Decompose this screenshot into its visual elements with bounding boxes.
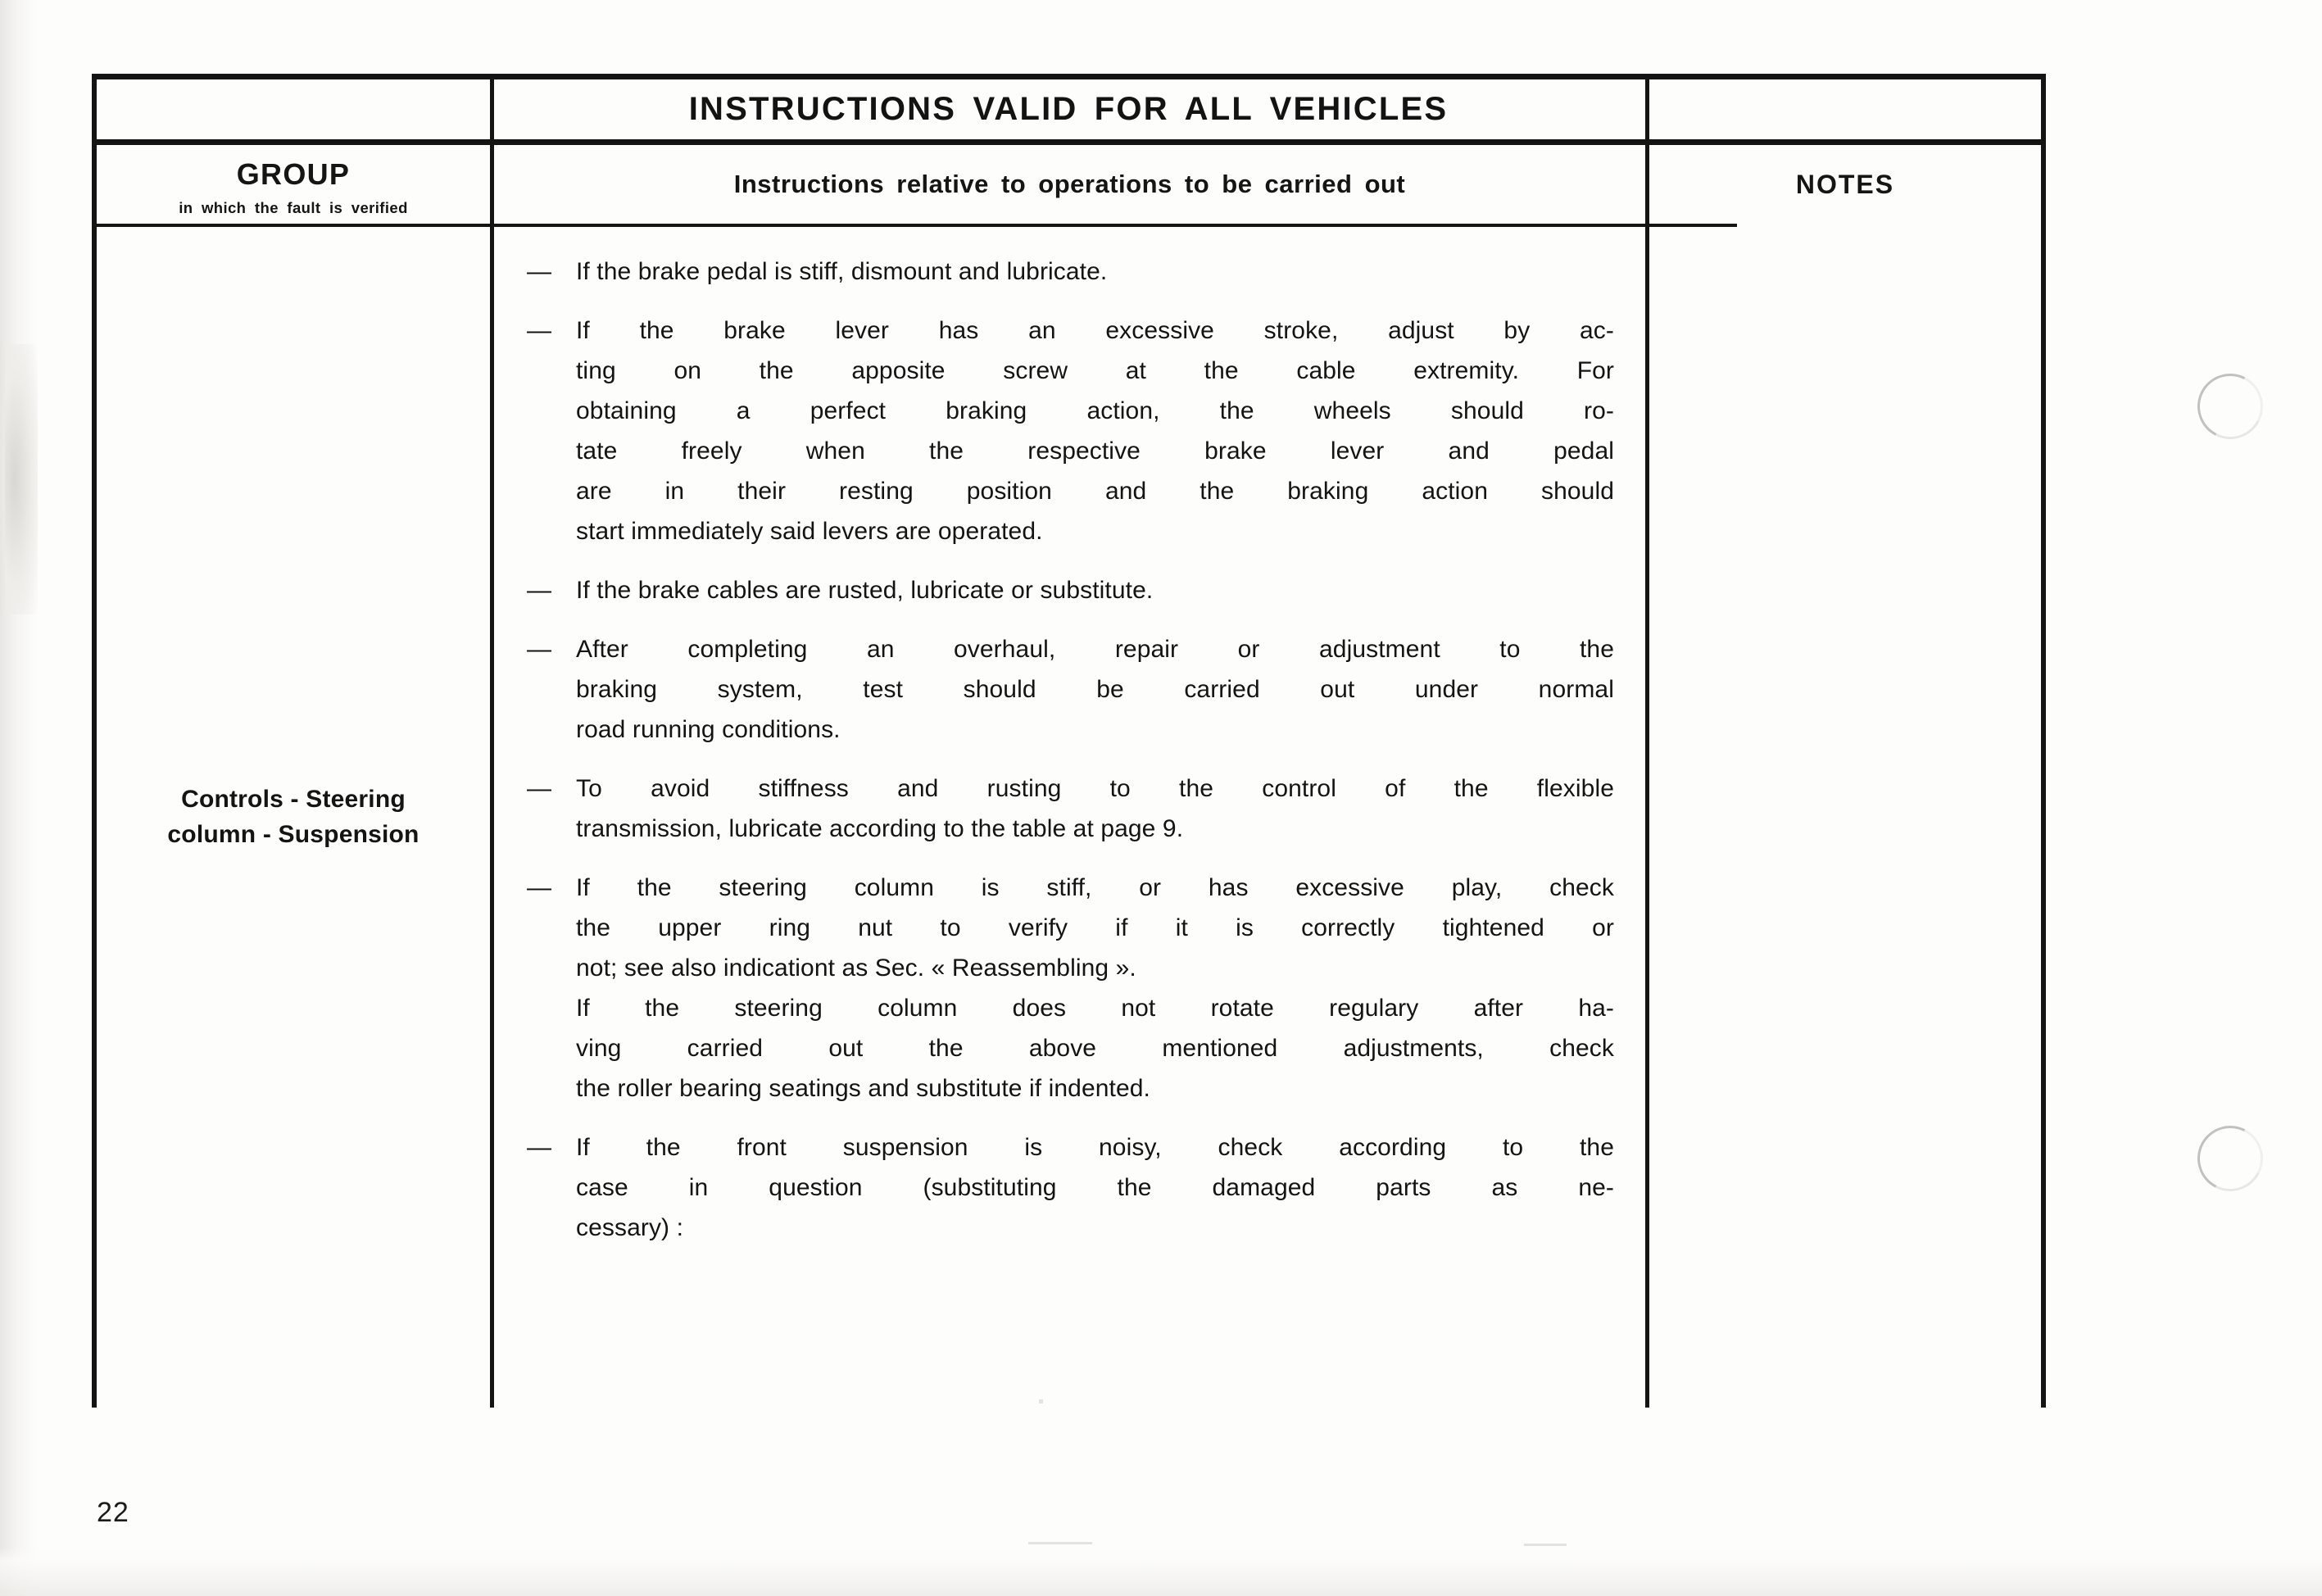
instruction-paragraph [576, 629, 1614, 750]
group-cell [97, 227, 490, 1408]
bullet-dash-icon: — [527, 258, 551, 285]
scan-edge-shadow-bottom [0, 1547, 2322, 1596]
instruction-bullet [525, 629, 1614, 750]
notes-cell [1649, 227, 2041, 1408]
column-header-group-title: GROUP [236, 156, 351, 191]
instruction-line: case in question (substituting the damaged parts as ne- [576, 1174, 1614, 1201]
scan-speck [1028, 1542, 1092, 1544]
bullet-dash-icon: — [527, 1134, 551, 1161]
instruction-line: cessary) : [576, 1214, 684, 1241]
instruction-text [576, 629, 1614, 750]
instruction-paragraph [576, 1127, 1614, 1248]
column-header-notes [1649, 145, 2041, 224]
scan-edge-shadow-left [0, 0, 38, 1596]
instruction-line: the roller bearing seatings and substitute if indented. [576, 1075, 1150, 1102]
banner-bottom-border [92, 139, 2045, 145]
instructions-table [92, 74, 2045, 1408]
instruction-line: the upper ring nut to verify if it is correctly tightened or [576, 914, 1614, 941]
group-label-line-1: Controls - Steering [181, 785, 406, 813]
instruction-bullet [525, 252, 1614, 292]
group-label-line-2: column - Suspension [167, 820, 420, 848]
instruction-line: If the brake cables are rusted, lubricate or substitute. [576, 577, 1154, 604]
instructions-cell [494, 227, 1645, 1408]
instruction-line: braking system, test should be carried out under normal [576, 676, 1614, 703]
instruction-line: start immediately said levers are operated. [576, 518, 1043, 545]
column-header-group-subtitle: in which the fault is verified [179, 198, 408, 216]
instruction-line: If the brake pedal is stiff, dismount and lubricate. [576, 258, 1108, 285]
banner-title: INSTRUCTIONS VALID FOR ALL VEHICLES [688, 91, 1449, 127]
instruction-line: To avoid stiffness and rusting to the control of the flexible [576, 775, 1614, 802]
instruction-bullet [525, 311, 1614, 551]
instruction-bullet [525, 769, 1614, 849]
instruction-line: If the front suspension is noisy, check according to the [576, 1134, 1614, 1161]
scan-speck [1524, 1544, 1567, 1546]
instruction-text [576, 570, 1614, 610]
instruction-line: ving carried out the above mentioned adjustments, check [576, 1035, 1614, 1062]
column-header-instructions [494, 145, 1645, 224]
bullet-dash-icon: — [527, 577, 551, 604]
table-right-border [2041, 74, 2046, 1408]
instruction-line: tate freely when the respective brake lever and pedal [576, 438, 1614, 465]
bullet-dash-icon: — [527, 874, 551, 901]
instruction-text [576, 769, 1614, 849]
instruction-line: If the brake lever has an excessive stroke, adjust by ac- [576, 317, 1614, 344]
instruction-line: ting on the apposite screw at the cable extremity. For [576, 357, 1614, 384]
instruction-paragraph [576, 252, 1614, 292]
bullet-dash-icon: — [527, 636, 551, 663]
instruction-line: not; see also indicationt as Sec. « Reassembling ». [576, 954, 1136, 982]
instruction-line: road running conditions. [576, 716, 841, 743]
instruction-line: If the steering column is stiff, or has excessive play, check [576, 874, 1614, 901]
instruction-paragraph [576, 868, 1614, 1109]
instruction-bullet [525, 868, 1614, 1109]
instruction-paragraph [576, 570, 1614, 610]
instruction-text [576, 252, 1614, 292]
instruction-line: transmission, lubricate according to the table at page 9. [576, 815, 1184, 842]
column-header-group [97, 145, 490, 224]
instruction-paragraph [576, 311, 1614, 551]
instruction-bullet [525, 1127, 1614, 1248]
bullet-dash-icon: — [527, 775, 551, 802]
punch-hole-icon [2189, 1118, 2272, 1200]
banner [92, 79, 2045, 139]
instruction-text [576, 1127, 1614, 1248]
instruction-paragraph [576, 769, 1614, 849]
instruction-line: are in their resting position and the braking action should [576, 478, 1614, 505]
instruction-text [576, 868, 1614, 1109]
instruction-text [576, 311, 1614, 551]
punch-hole-icon [2189, 365, 2272, 448]
column-header-notes-label: NOTES [1795, 169, 1895, 199]
column-header-instructions-label: Instructions relative to operations to be carried out [733, 170, 1406, 198]
instruction-line: obtaining a perfect braking action, the wheels should ro- [576, 397, 1614, 424]
instruction-line: After completing an overhaul, repair or adjustment to the [576, 636, 1614, 663]
page-number: 22 [97, 1497, 129, 1528]
table-top-border [92, 74, 2045, 79]
group-label [167, 782, 419, 852]
instruction-line: If the steering column does not rotate regulary after ha- [576, 995, 1614, 1022]
scan-smudge [5, 344, 38, 614]
instruction-bullet [525, 570, 1614, 610]
bullet-dash-icon: — [527, 317, 551, 344]
